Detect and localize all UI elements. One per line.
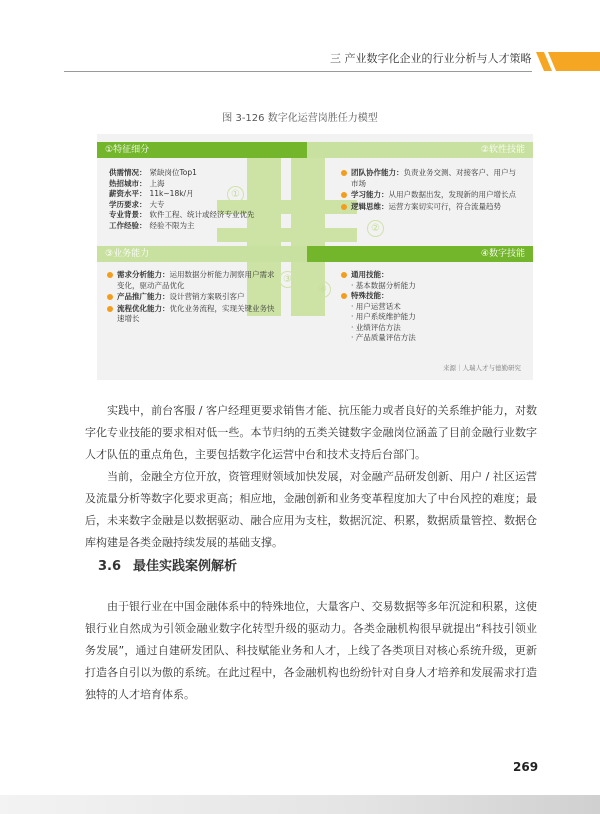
bar-soft-skills [307,142,533,158]
page-number: 269 [513,760,539,774]
feature-row: 薪资水平： 11k~18k/月 [109,189,194,198]
feature-row: 学历要求： 大专 [109,199,165,209]
general-skills-heading: 通用技能： [341,270,521,281]
bar-feature-detail [97,142,307,158]
special-skill-item: · 产品质量评估方法 [351,333,416,342]
special-skill-item: · 业绩评估方法 [351,322,401,332]
business-skills-list [107,270,277,326]
special-skills-heading: 特殊技能： [341,291,521,302]
special-skill-item: · 用户运营话术 [351,301,401,311]
bullet-dot [341,192,347,198]
header-rule [64,71,532,72]
chapter-header: 三 产业数字化企业的行业分析与人才策略 [330,52,532,65]
paragraph-2: 当前，金融全方位开放，资管理财领域加快发展，对金融产品研发创新、用户 / 社区运营及流量分析等数字化要求更高；相应地，金融创新和业务变革程度加大了中台风控的难度；最后，未来数字金融是以数据驱动、融合应用为支柱，数据沉淀、积累，数据质量管控、数据仓库构建是各类金融持续发展的基础支撑。 [85,470,537,549]
quadrant-number-4: ④ [314,281,331,298]
bar-digital-skills-title: ④数字技能 [480,249,525,259]
bullet-dot [107,306,113,312]
feature-detail-list [109,168,289,231]
competency-model-figure [97,134,533,380]
feature-row: 热招城市： 上海 [109,178,165,188]
feature-row: 工作经验： 经验不限为主 [109,220,195,230]
bullet-dot [341,293,347,299]
section-title-text: 最佳实践案例解析 [133,559,238,574]
bullet-dot [107,294,113,300]
bullet-dot [341,272,347,278]
soft-skill-row: 团队协作能力：负责业务交测、对接客户、用户与市场 [341,168,521,189]
bullet-dot [341,204,347,210]
quadrant-number-2: ② [367,220,384,237]
bar-business-skills [97,246,307,262]
bar-feature-detail-title: ①特征细分 [105,145,150,155]
bullet-dot [107,272,113,278]
bar-soft-skills-title: ②软性技能 [480,145,525,155]
section-heading [98,555,237,574]
feature-row: 供需情况： 紧缺岗位Top1 [109,168,197,177]
paragraph-3: 由于银行业在中国金融体系中的特殊地位，大量客户、交易数据等多年沉淀和积累，这使银行业自然成为引领金融业数字化转型升级的驱动力。各类金融机构很早就提出“科技引领业务发展”，通过自建研发团队、科技赋能业务和人才，上线了各类项目对核心系统升级，更新打造各自引以为傲的系统。在此过程中，各金融机构也纷纷针对自身人才培养和发展需求打造独特的人才培育体系。 [85,600,537,701]
business-skill-row: 需求分析能力：运用数据分析能力洞察用户需求变化，驱动产品优化 [107,270,277,291]
general-skill-item: · 基本数据分析能力 [351,280,416,290]
soft-skill-row: 逻辑思维：运营方案切实可行，符合流量趋势 [341,202,521,213]
bullet-dot [341,170,347,176]
feature-row: 专业背景： 软件工程、统计或经济专业优先 [109,210,255,219]
business-skill-row: 产品推广能力：设计营销方案吸引客户 [107,292,277,303]
figure-caption: 图 3-126 数字化运营岗胜任力模型 [222,113,378,124]
section-number: 3.6 [98,559,122,574]
paragraph-1: 实践中，前台客服 / 客户经理更要求销售才能、抗压能力或者良好的关系维护能力，对数字化专业技能的要求相对低一些。本节归纳的五类关键数字金融岗位涵盖了目前金融行业数字人才队伍的重点角色，主要包括数字化运营中台和技术支持后台部门。 [85,404,537,461]
bar-digital-skills [307,246,533,262]
special-skill-item: · 用户系统维护能力 [351,312,416,321]
bar-business-skills-title: ③业务能力 [105,249,150,259]
footer-gradient-stripe [0,795,600,814]
business-skill-row: 流程优化能力：优化业务流程，实现关键业务快速增长 [107,304,277,325]
header-accent-stripes [532,52,600,71]
quadrant-number-1: ① [227,186,244,203]
figure-source: 来源｜人瑞人才与德勤研究 [443,364,521,372]
quadrant-number-3: ③ [279,271,296,288]
soft-skill-row: 学习能力：从用户数据出发，发现新的用户增长点 [341,190,521,201]
soft-skills-list [341,168,521,213]
digital-skills-list [341,270,521,344]
